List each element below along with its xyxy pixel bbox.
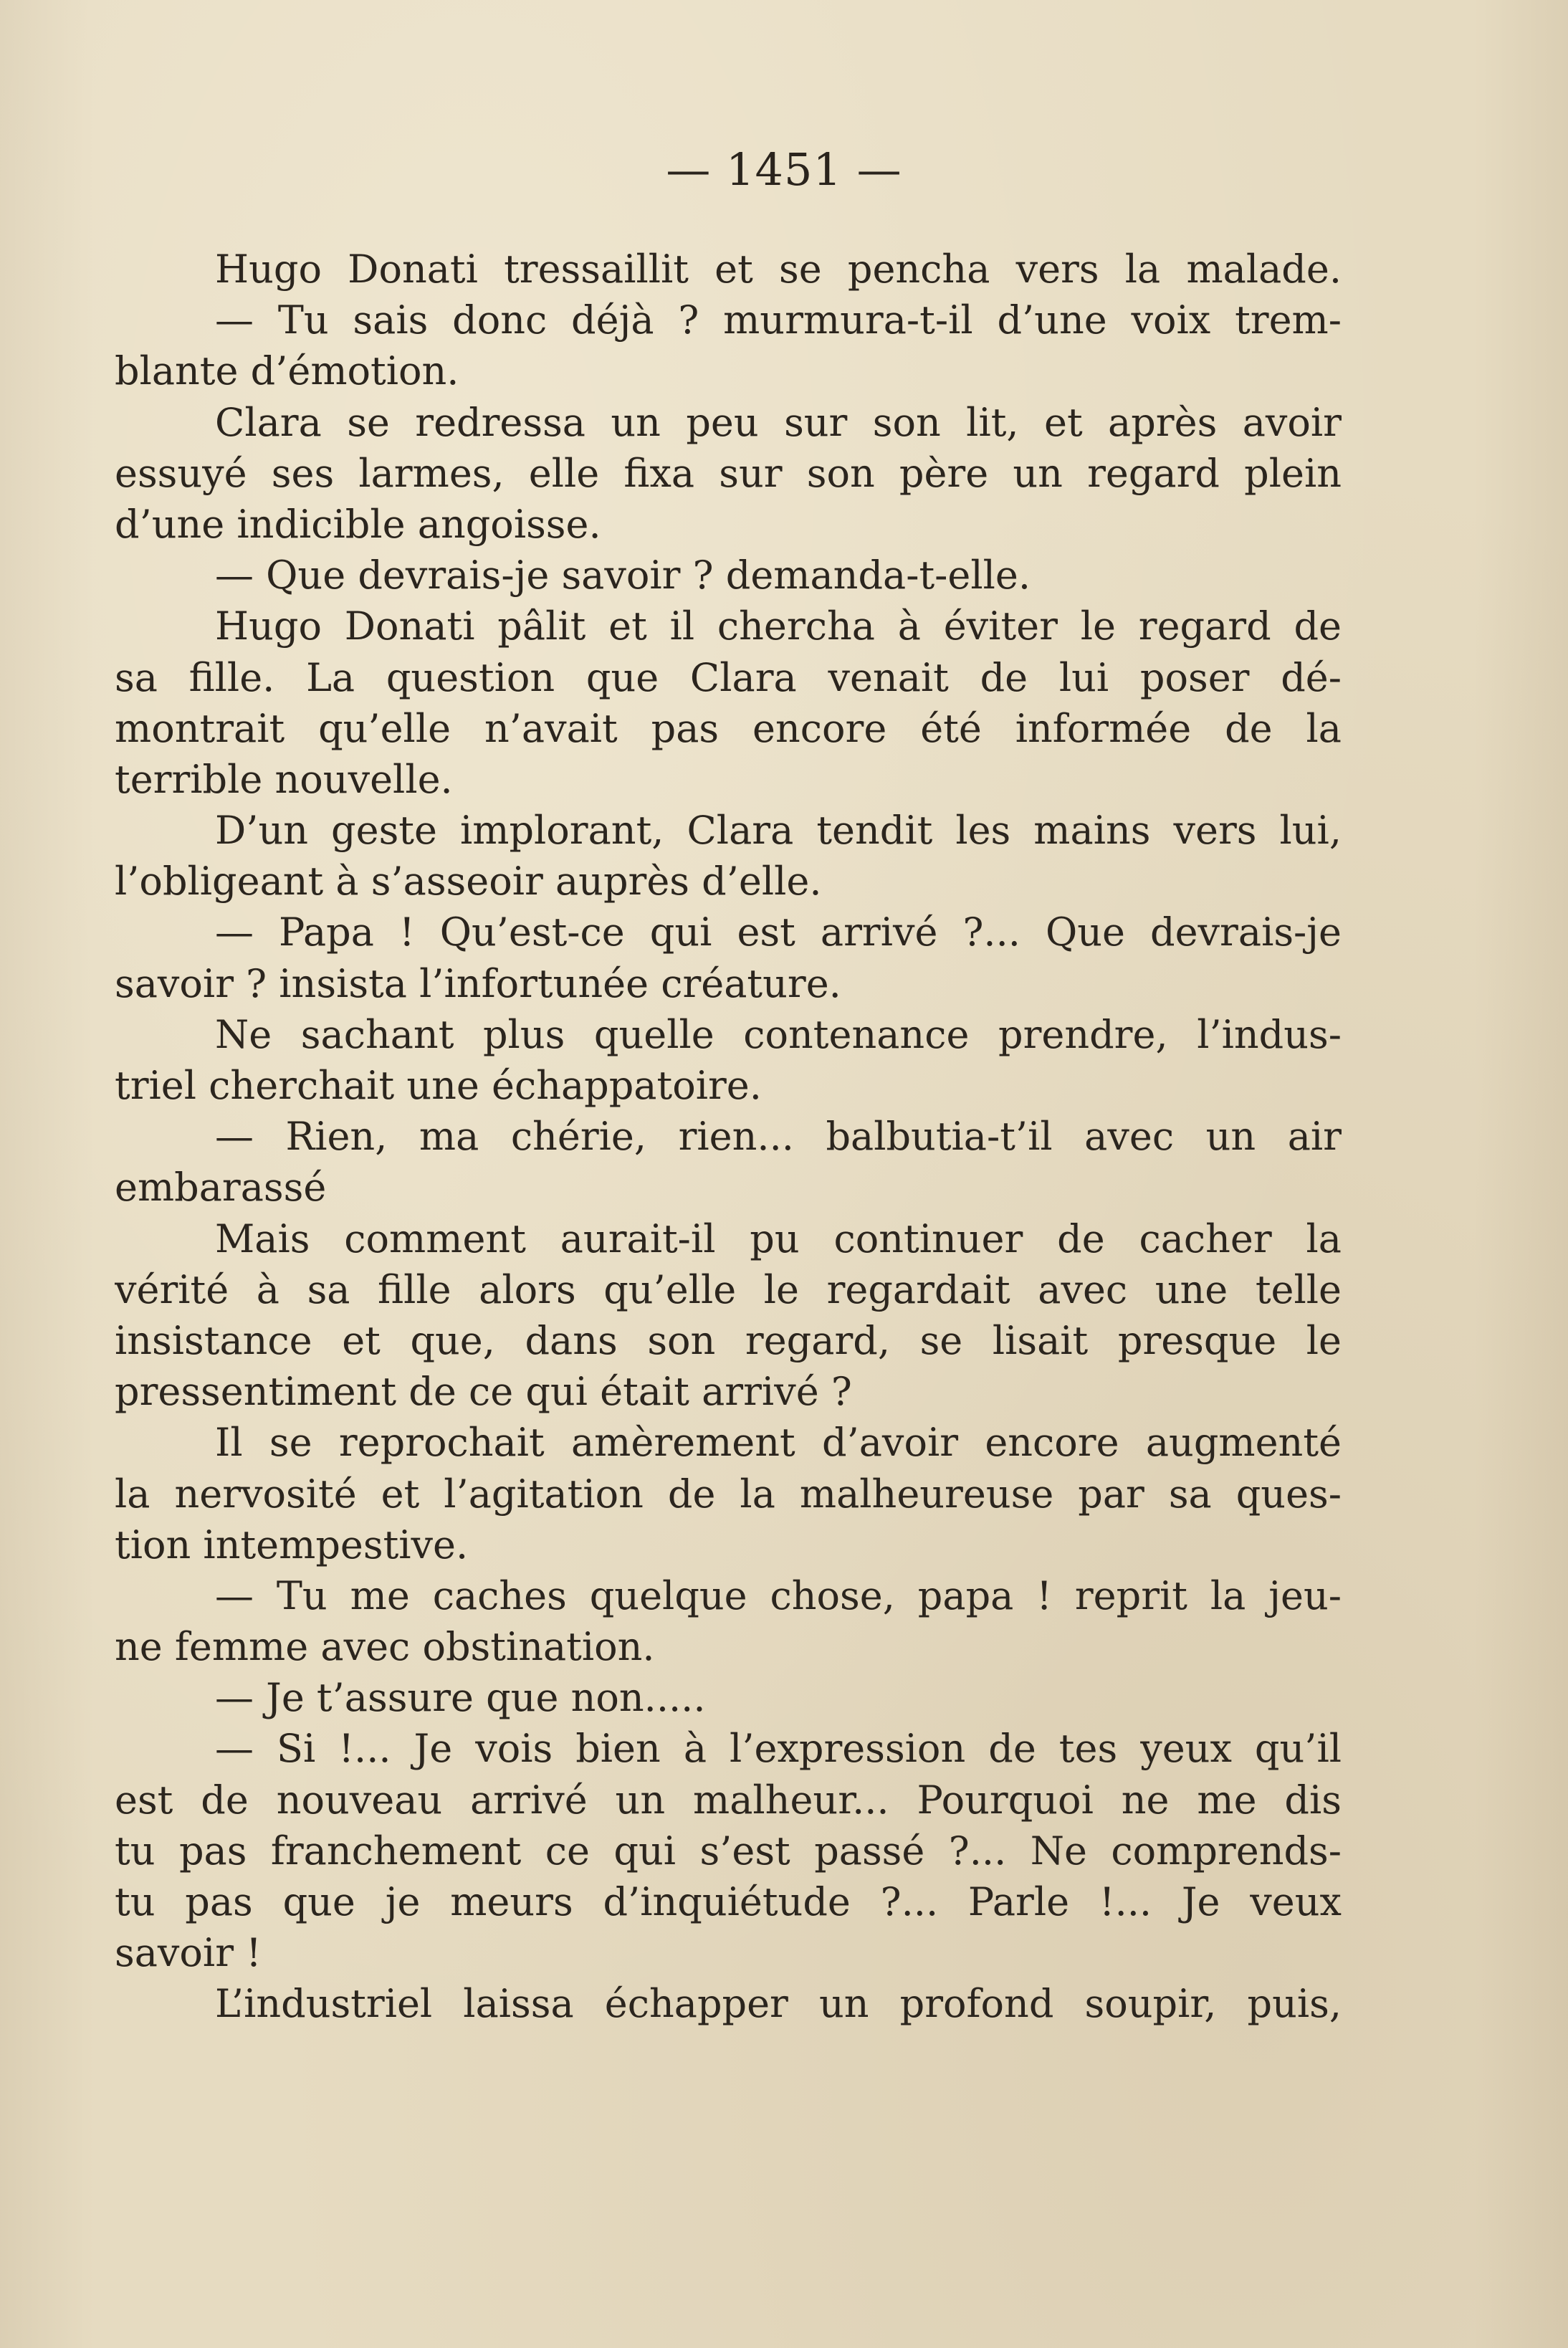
- text-line: Clara se redressa un peu sur son lit, et après avoir: [215, 399, 1342, 445]
- text-line: — Je t’assure que non.....: [215, 1675, 706, 1721]
- text-line: pressentiment de ce qui était arrivé ?: [115, 1369, 852, 1415]
- text-line: — Que devrais-je savoir ? demanda-t-elle.: [215, 553, 1031, 598]
- text-line: montrait qu’elle n’avait pas encore été informée de la: [115, 705, 1342, 751]
- text-line: d’une indicible angoisse.: [115, 501, 601, 547]
- text-line: Hugo Donati pâlit et il chercha à éviter le regard de: [215, 603, 1342, 649]
- text-line: essuyé ses larmes, elle fixa sur son père un regard plein: [115, 450, 1342, 496]
- text-line: D’un geste implorant, Clara tendit les mains vers lui,: [215, 808, 1342, 854]
- text-line: tu pas franchement ce qui s’est passé ?... Ne comprends-: [115, 1828, 1342, 1874]
- text-line: ne femme avec obstination.: [115, 1624, 655, 1670]
- text-line: — Papa ! Qu’est-ce qui est arrivé ?... Que devrais-je: [215, 910, 1342, 955]
- text-line: Ne sachant plus quelle contenance prendre, l’indus-: [215, 1011, 1342, 1057]
- text-line: Il se reprochait amèrement d’avoir encore augmenté: [215, 1420, 1342, 1466]
- body-text: [115, 244, 1342, 2030]
- text-line: embarassé: [115, 1165, 327, 1211]
- text-line: la nervosité et l’agitation de la malheureuse par sa ques-: [115, 1471, 1342, 1517]
- text-line: tion intempestive.: [115, 1522, 469, 1567]
- text-line: — Tu me caches quelque chose, papa ! reprit la jeu-: [215, 1573, 1342, 1618]
- page-number: — 1451 —: [666, 143, 902, 196]
- text-line: tu pas que je meurs d’inquiétude ?... Parle !... Je veux: [115, 1879, 1342, 1924]
- text-line: Mais comment aurait-il pu continuer de cacher la: [215, 1216, 1342, 1261]
- text-line: savoir ? insista l’infortunée créature.: [115, 960, 841, 1006]
- text-line: sa fille. La question que Clara venait de lui poser dé-: [115, 654, 1342, 700]
- text-line: Hugo Donati tressaillit et se pencha vers la malade.: [215, 247, 1342, 292]
- text-line: — Si !... Je vois bien à l’expression de tes yeux qu’il: [215, 1726, 1342, 1772]
- text-line: l’obligeant à s’asseoir auprès d’elle.: [115, 859, 822, 905]
- text-line: triel cherchait une échappatoire.: [115, 1063, 762, 1108]
- text-line: terrible nouvelle.: [115, 756, 453, 802]
- text-line: — Rien, ma chérie, rien... balbutia-t’il avec un air: [215, 1114, 1342, 1160]
- text-line: blante d’émotion.: [115, 348, 459, 394]
- text-line: — Tu sais donc déjà ? murmura-t-il d’une voix trem-: [215, 297, 1342, 343]
- text-line: vérité à sa fille alors qu’elle le regardait avec une telle: [115, 1266, 1342, 1312]
- text-line: est de nouveau arrivé un malheur... Pourquoi ne me dis: [115, 1777, 1342, 1823]
- text-line: insistance et que, dans son regard, se lisait presque le: [115, 1317, 1342, 1363]
- text-line: savoir !: [115, 1930, 262, 1976]
- text-line: L’industriel laissa échapper un profond soupir, puis,: [215, 1981, 1342, 2027]
